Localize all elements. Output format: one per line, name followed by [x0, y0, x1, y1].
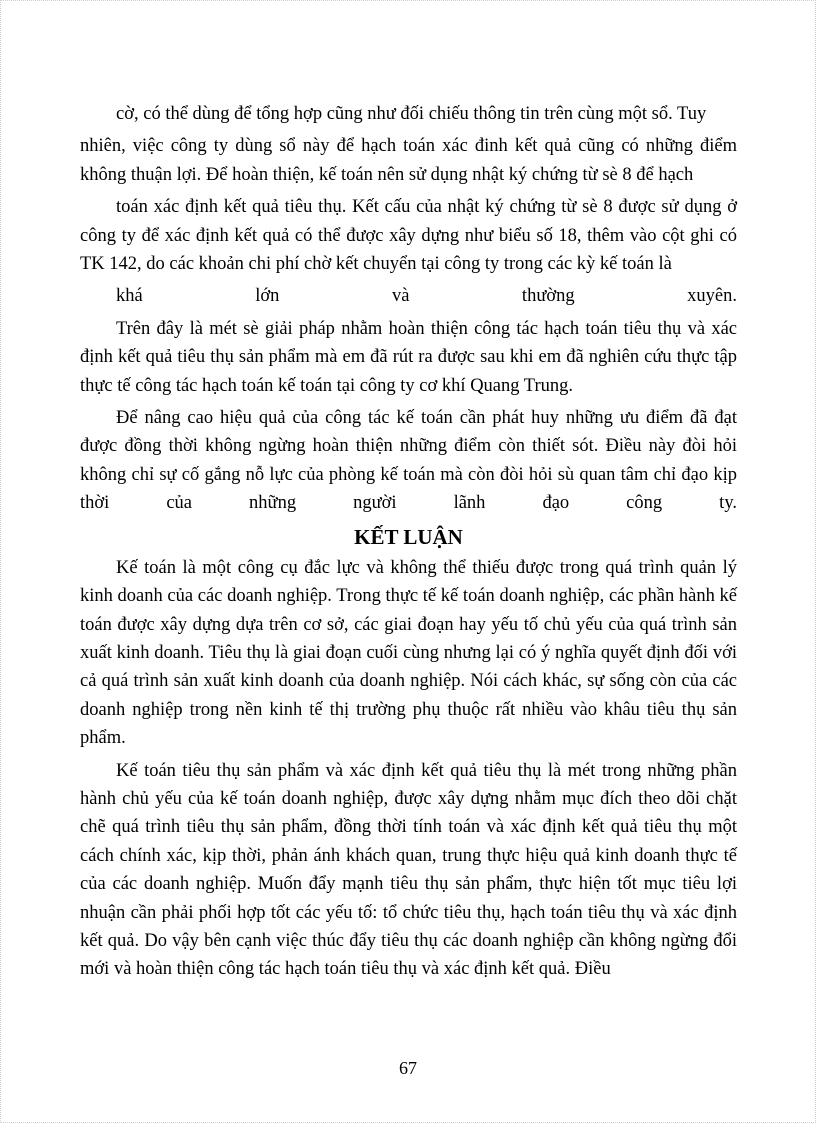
page-number: 67	[399, 1058, 417, 1078]
paragraph-5: Trên đây là mét sè giải pháp nhằm hoàn thiện công tác hạch toán tiêu thụ và xác định kết quả tiêu thụ sản phẩm mà em đã rút ra được sau khi em đã nghiên cứu thực tập thực tế công tác hạch toán kế toán tại công ty cơ khí Quang Trung.	[80, 318, 737, 396]
paragraph-4: khá lớn và thường xuyên.	[116, 286, 737, 307]
paragraph-3: toán xác định kết quả tiêu thụ. Kết cấu của nhật ký chứng từ sè 8 được sử dụng ở công ty để xác định kết quả có thể được xây dựng như biểu số 18, thêm vào cột ghi có TK 142, do các khoản chi phí chờ kết chuyển tại công ty trong các kỳ kế toán là	[80, 197, 737, 275]
document-body	[80, 100, 737, 988]
conclusion-paragraph-2: Kế toán tiêu thụ sản phẩm và xác định kết quả tiêu thụ là mét trong những phần hành chủ yếu của kế toán doanh nghiệp, được xây dựng nhằm mục đích theo dõi chặt chẽ quá trình tiêu thụ sản phẩm, đồng thời tính toán và xác định kết quả tiêu thụ một cách chính xác, kịp thời, phản ánh khách quan, trung thực hiệu quả kinh doanh thực tế của các doanh nghiệp. Muốn đẩy mạnh tiêu thụ sản phẩm, thực hiện tốt mục tiêu lợi nhuận cần phải phối hợp tốt các yếu tố: tổ chức tiêu thụ, hạch toán tiêu thụ và xác định kết quả. Do vậy bên cạnh việc thúc đẩy tiêu thụ các doanh nghiệp cần không ngừng đổi mới và hoàn thiện công tác hạch toán tiêu thụ và xác định kết quả. Điều	[80, 760, 737, 980]
conclusion-paragraph-1: Kế toán là một công cụ đắc lực và không thể thiếu được trong quá trình quản lý kinh doanh của các doanh nghiệp. Trong thực tế kế toán doanh nghiệp, các phần hành kế toán được xây dựng dựa trên cơ sở, các giai đoạn hay yếu tố chủ yếu của quá trình sản xuất kinh doanh. Tiêu thụ là giai đoạn cuối cùng nhưng lại có ý nghĩa quyết định đối với cả quá trình sản xuất kinh doanh của doanh nghiệp. Nói cách khác, sự sống còn của các doanh nghiệp trong nền kinh tế thị trường phụ thuộc rất nhiều vào khâu tiêu thụ sản phẩm.	[80, 557, 737, 749]
paragraph-2: nhiên, việc công ty dùng sổ này để hạch toán xác đinh kết quả cũng có những điểm không thuận lợi. Để hoàn thiện, kế toán nên sử dụng nhật ký chứng từ sè 8 để hạch	[80, 136, 737, 185]
paragraph-1: cờ, có thể dùng để tổng hợp cũng như đối chiếu thông tin trên cùng một sổ. Tuy	[116, 104, 707, 124]
paragraph-6: Để nâng cao hiệu quả của công tác kế toán cần phát huy những ưu điểm đã đạt được đồng thời không ngừng hoàn thiện những điểm còn thiết sót. Điều này đòi hỏi không chỉ sự cố gắng nỗ lực của phòng kế toán mà còn đòi hỏi sù quan tâm chỉ đạo kịp thời của những người lãnh đạo công ty.	[80, 408, 737, 514]
section-heading: KẾT LUẬN	[354, 524, 463, 549]
